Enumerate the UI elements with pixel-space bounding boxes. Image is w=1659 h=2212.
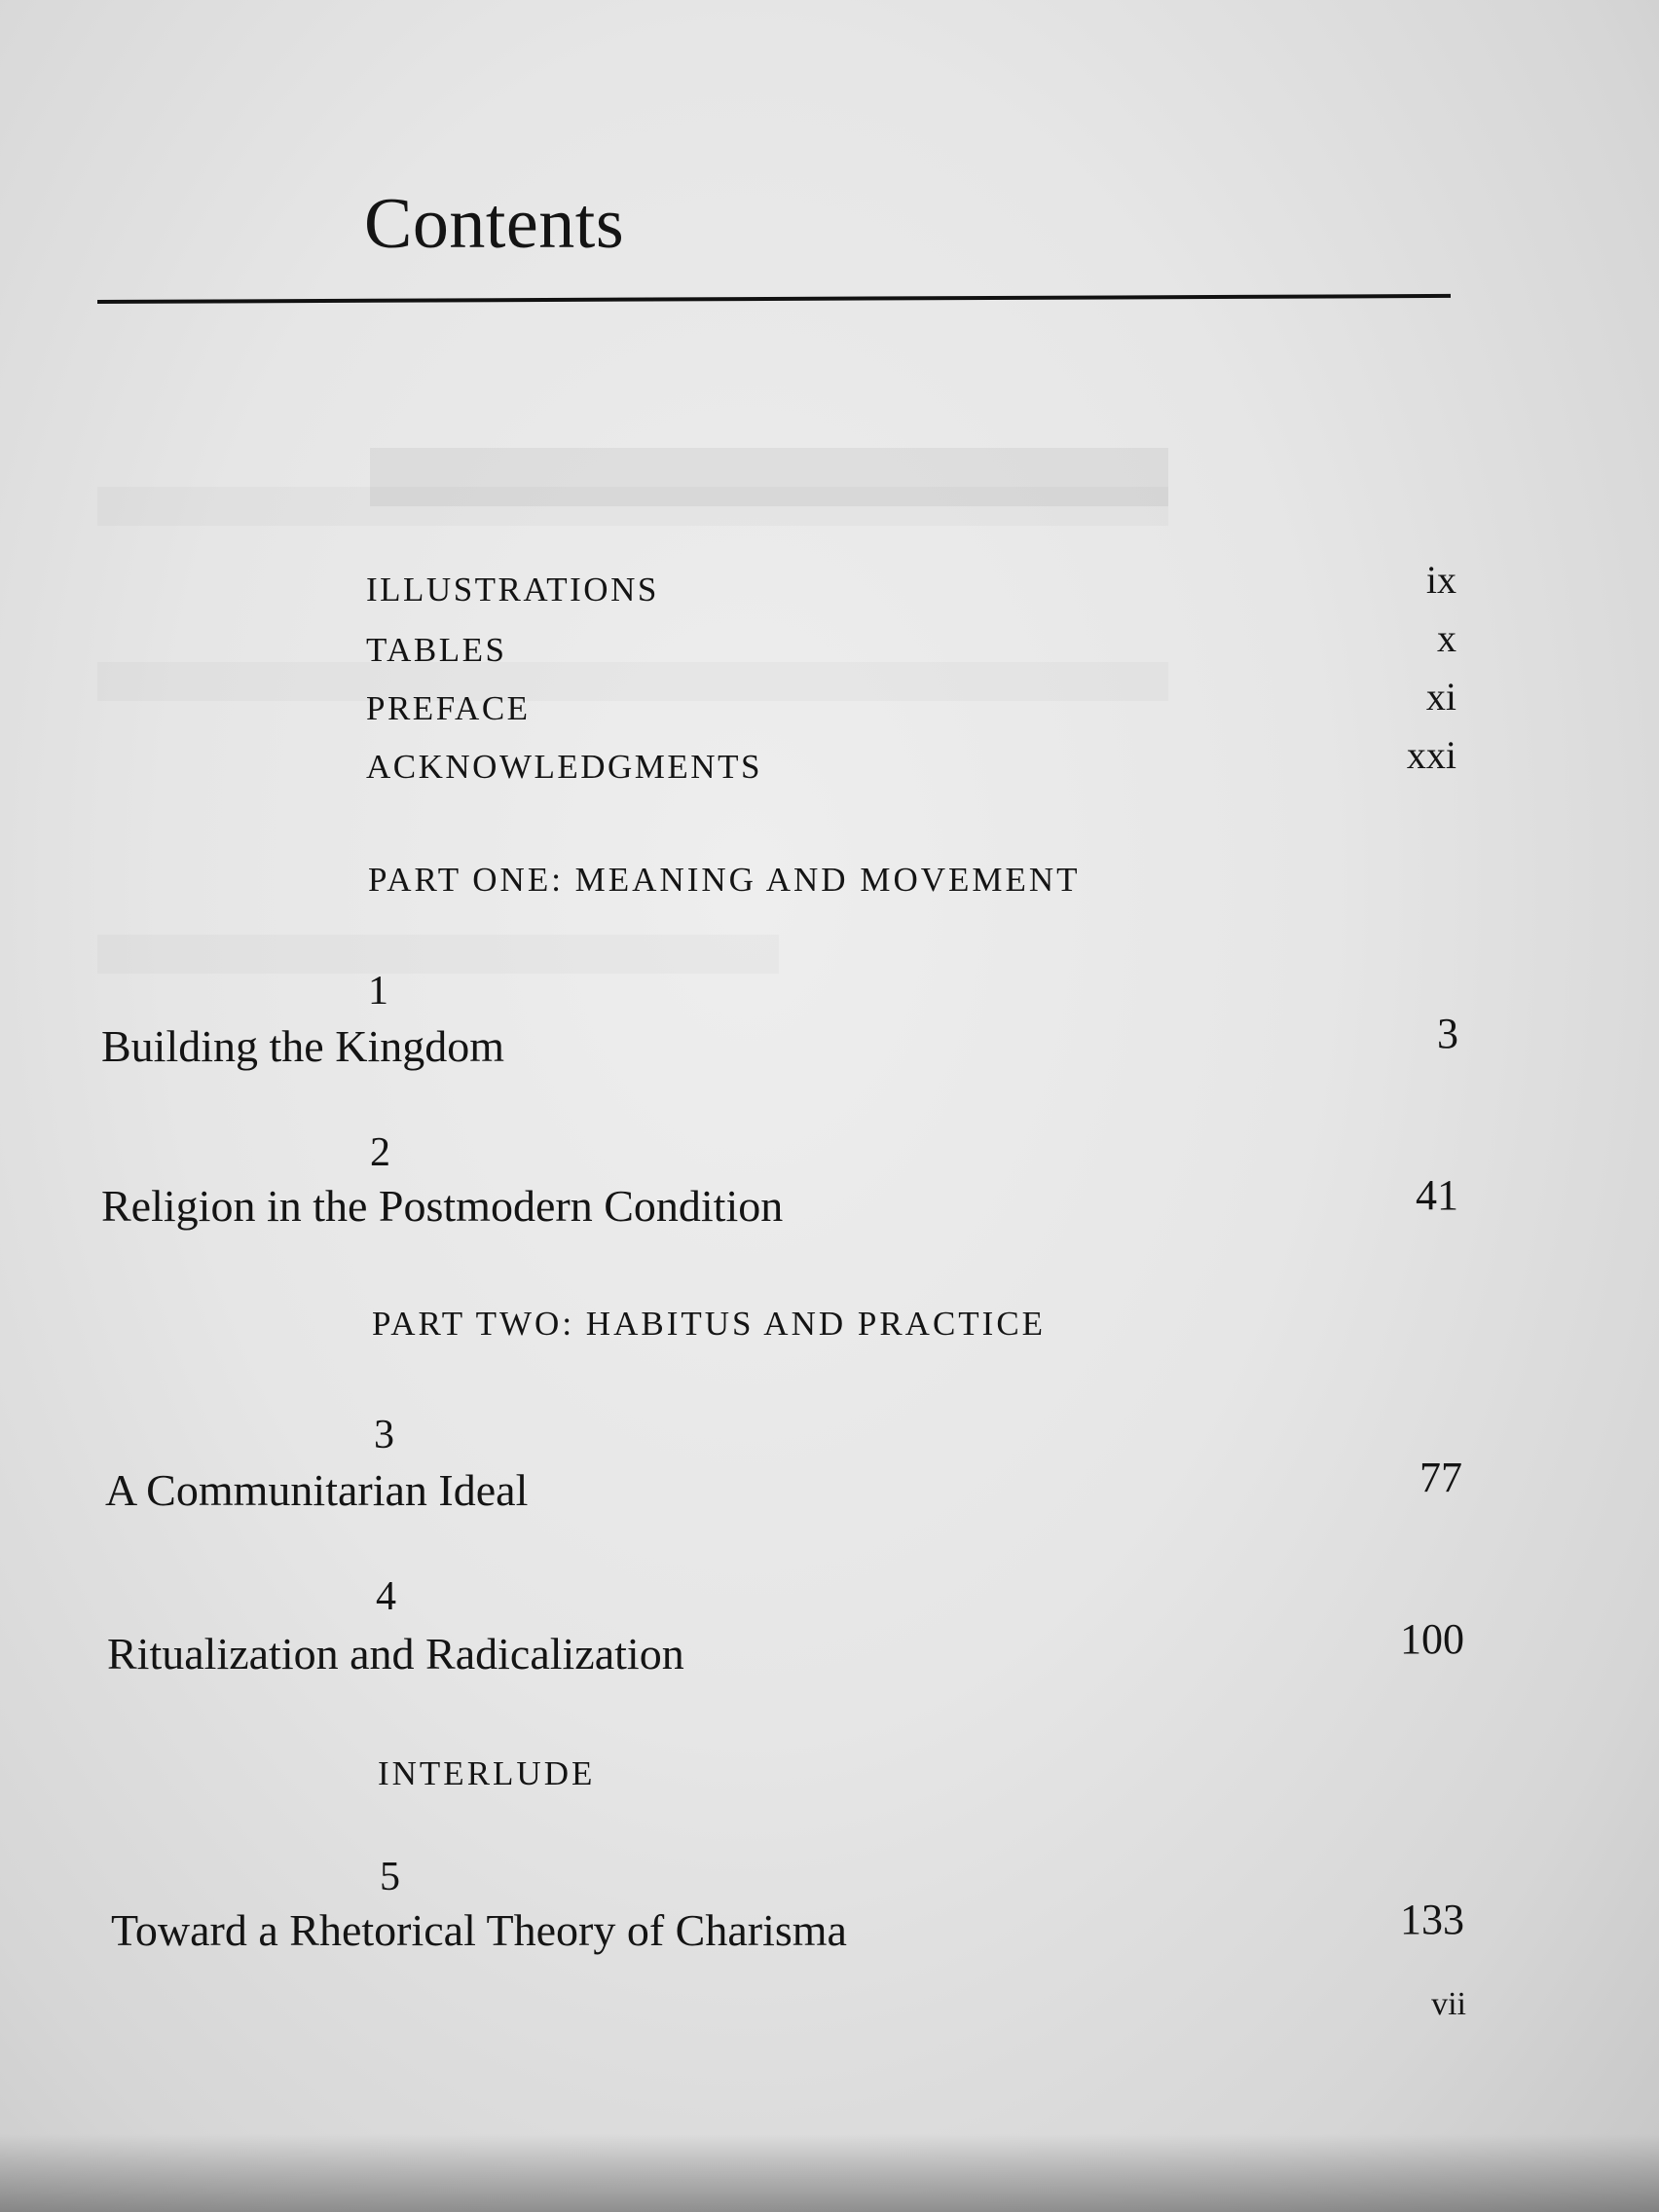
chapter-3-number: 3	[374, 1413, 394, 1457]
chapter-1-title: Building the Kingdom	[101, 1021, 504, 1071]
chapter-4-title: Ritualization and Radicalization	[107, 1629, 684, 1678]
show-through-shading	[97, 935, 779, 974]
chapter-1-number: 1	[368, 969, 388, 1014]
front-matter-tables: TABLES	[366, 631, 507, 669]
page-edge-shadow	[0, 2134, 1659, 2212]
chapter-5-page: 133	[1400, 1896, 1464, 1943]
chapter-3-page: 77	[1419, 1454, 1462, 1501]
show-through-shading	[97, 487, 1168, 526]
part-two-heading: PART TWO: HABITUS AND PRACTICE	[372, 1305, 1047, 1343]
front-matter-acknowledgments: ACKNOWLEDGMENTS	[366, 748, 762, 786]
chapter-4-page: 100	[1400, 1615, 1464, 1663]
chapter-2-title: Religion in the Postmodern Condition	[101, 1181, 784, 1231]
chapter-2-number: 2	[370, 1130, 390, 1175]
chapter-5-title: Toward a Rhetorical Theory of Charisma	[111, 1905, 847, 1955]
front-matter-illustrations-page: ix	[1425, 558, 1456, 602]
front-matter-preface: PREFACE	[366, 689, 531, 727]
chapter-5-number: 5	[380, 1855, 400, 1899]
part-one-heading: PART ONE: MEANING AND MOVEMENT	[368, 861, 1081, 899]
front-matter-tables-page: x	[1437, 616, 1456, 660]
front-matter-preface-page: xi	[1425, 675, 1456, 719]
page-title: Contents	[364, 184, 625, 264]
chapter-2-page: 41	[1416, 1171, 1458, 1219]
chapter-1-page: 3	[1437, 1010, 1458, 1057]
show-through-shading	[97, 662, 1168, 701]
page-number: vii	[1431, 1986, 1466, 2022]
front-matter-illustrations: ILLUSTRATIONS	[366, 571, 659, 608]
chapter-3-title: A Communitarian Ideal	[105, 1465, 529, 1515]
chapter-4-number: 4	[376, 1574, 396, 1619]
interlude-heading: INTERLUDE	[378, 1754, 596, 1792]
title-rule	[97, 294, 1451, 304]
front-matter-acknowledgments-page: xxi	[1406, 733, 1456, 777]
